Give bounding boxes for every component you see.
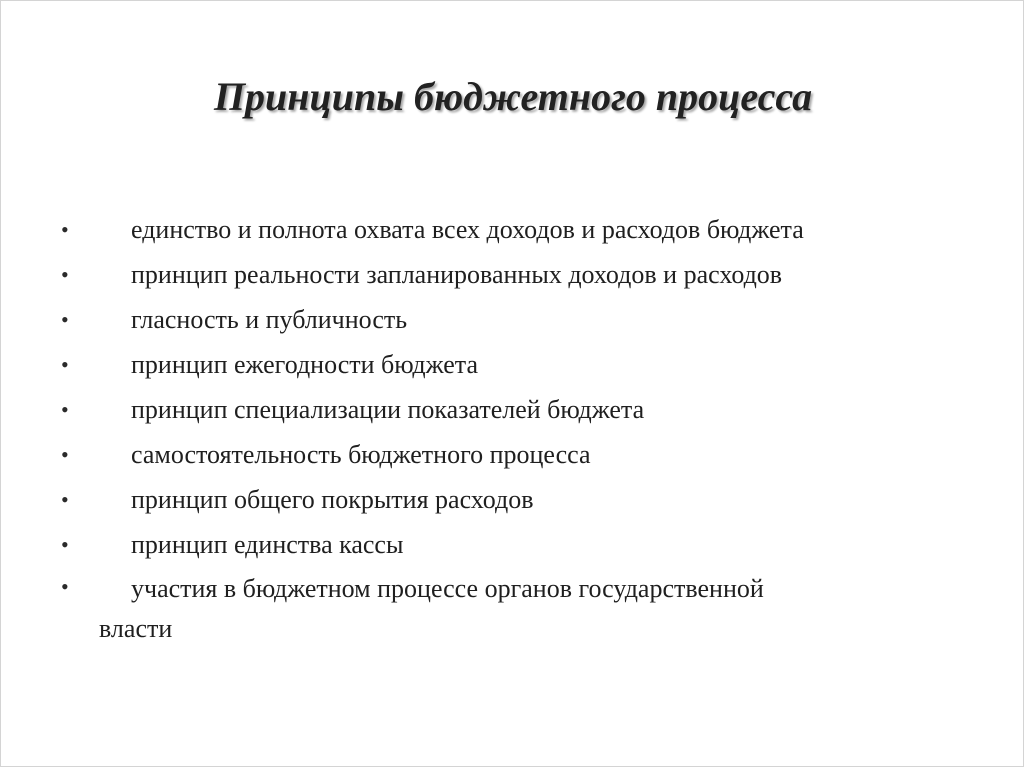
list-item-text-line2: власти xyxy=(99,614,173,643)
list-item xyxy=(1,567,1024,649)
list-item xyxy=(1,342,1024,387)
bullet-icon: • xyxy=(61,532,69,557)
list-item xyxy=(1,477,1024,522)
slide-title: Принципы бюджетного процесса xyxy=(213,74,813,119)
principles-list xyxy=(1,207,1024,649)
list-item xyxy=(1,252,1024,297)
list-item-text: принцип единства кассы xyxy=(131,530,404,559)
list-item xyxy=(1,207,1024,252)
bullet-icon: • xyxy=(61,487,69,512)
list-item-text: принцип ежегодности бюджета xyxy=(131,350,479,379)
list-item-text: гласность и публичность xyxy=(131,305,408,334)
list-item xyxy=(1,522,1024,567)
bullet-icon: • xyxy=(61,217,69,242)
list-item-text: принцип специализации показателей бюджета xyxy=(131,395,645,424)
bullet-icon: • xyxy=(61,397,69,422)
list-item-text: принцип общего покрытия расходов xyxy=(131,485,534,514)
list-item xyxy=(1,297,1024,342)
bullet-icon: • xyxy=(61,262,69,287)
list-item xyxy=(1,432,1024,477)
bullet-icon: • xyxy=(61,352,69,377)
bullet-icon: • xyxy=(61,307,69,332)
list-item-text: принцип реальности запланированных доходов и расходов xyxy=(131,260,783,289)
bullet-icon: • xyxy=(61,442,69,467)
list-item xyxy=(1,387,1024,432)
list-item-text: самостоятельность бюджетного процесса xyxy=(131,440,591,469)
list-item-text-line1: участия в бюджетном процессе органов государственной xyxy=(131,574,764,603)
list-item-text: единство и полнота охвата всех доходов и расходов бюджета xyxy=(131,215,804,244)
bullet-icon: • xyxy=(61,574,69,599)
